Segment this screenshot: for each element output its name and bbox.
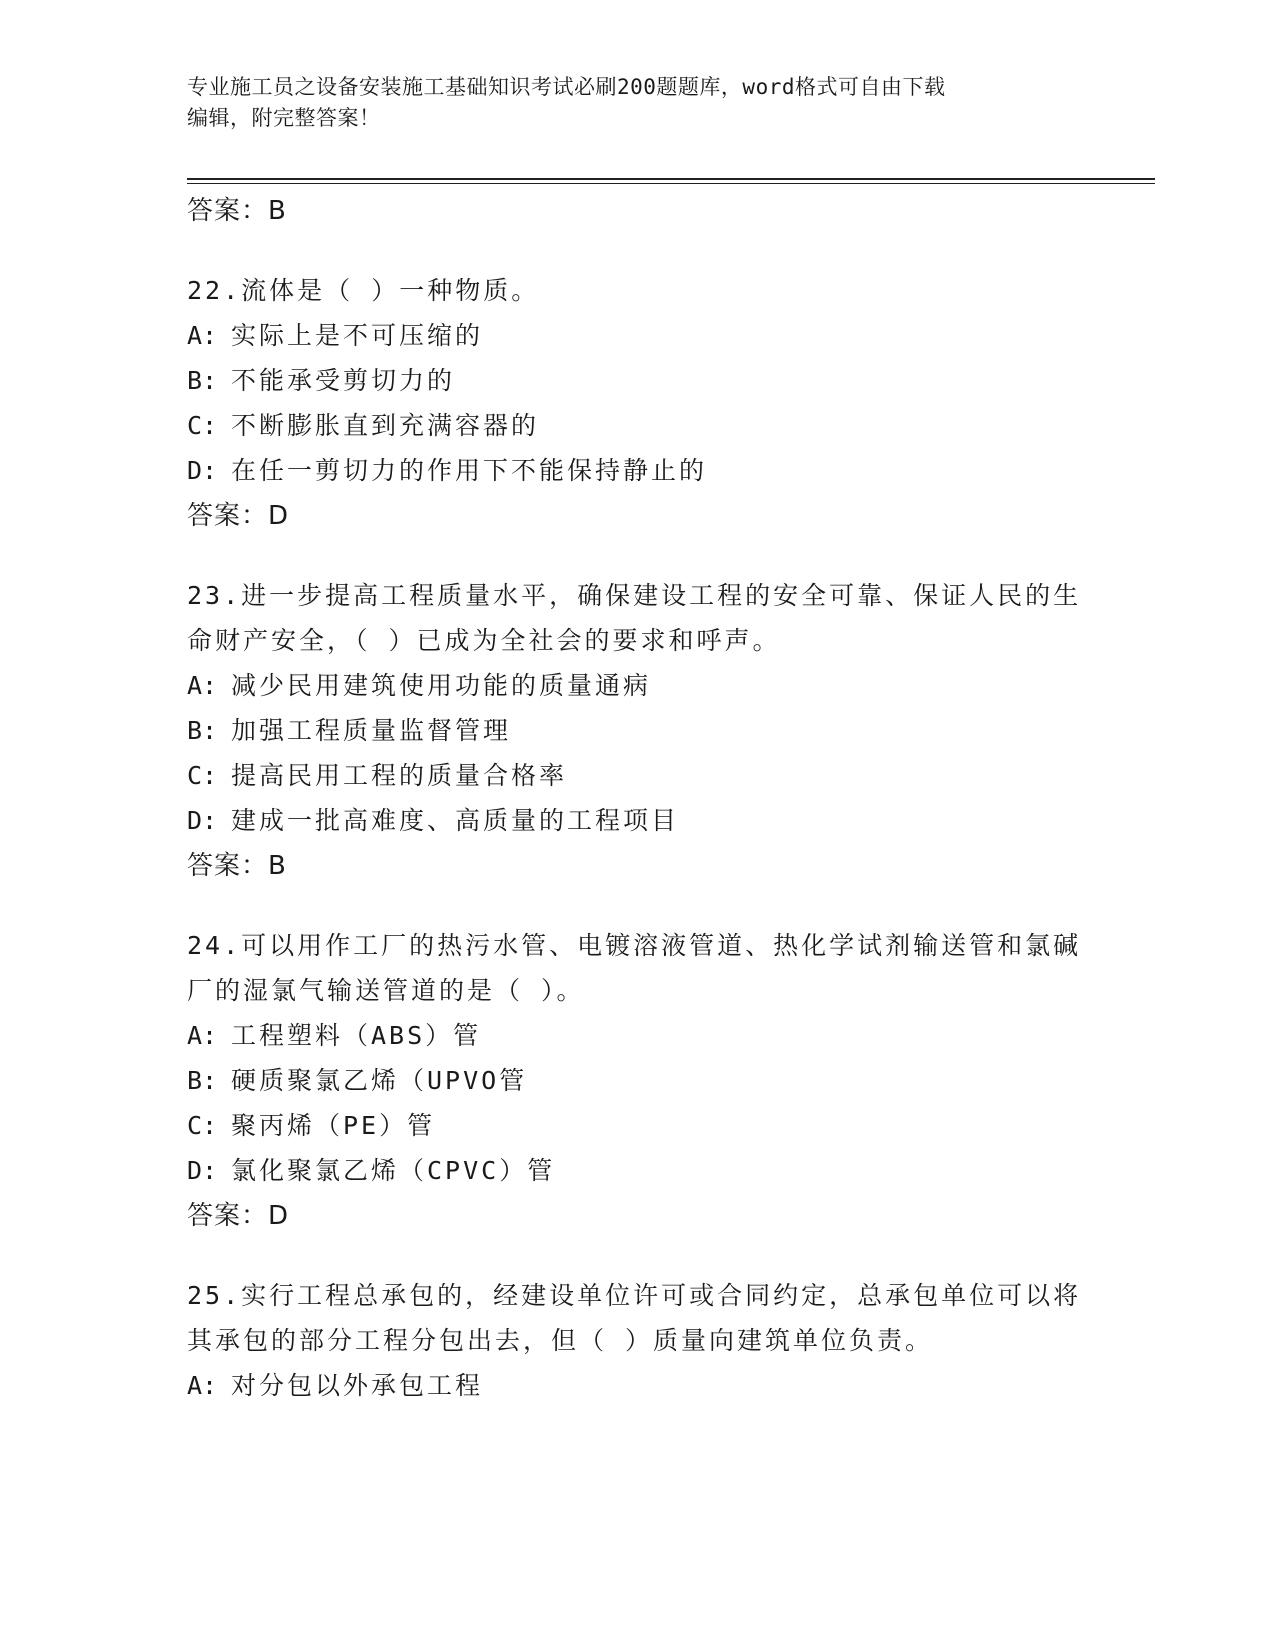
option-letter: D: <box>187 456 218 485</box>
answer-line: 答案：D <box>187 1201 290 1231</box>
document-header <box>187 72 1077 134</box>
option-letter: D: <box>187 806 218 835</box>
option-b <box>187 358 1087 403</box>
option-text: 在任一剪切力的作用下不能保持静止的 <box>231 456 708 485</box>
option-letter: C: <box>187 761 218 790</box>
option-text: 聚丙烯（PE）管 <box>231 1111 436 1140</box>
option-letter: B: <box>187 1066 218 1095</box>
answer-line: 答案：D <box>187 501 290 531</box>
option-b <box>187 708 1087 753</box>
answer-line: 答案：B <box>187 851 287 881</box>
header-rule-thick <box>187 178 1155 180</box>
option-letter: A: <box>187 1021 218 1050</box>
option-text: 氯化聚氯乙烯（CPVC）管 <box>231 1156 556 1185</box>
option-letter: A: <box>187 321 218 350</box>
option-letter: B: <box>187 716 218 745</box>
option-d <box>187 798 1087 843</box>
answer-line: 答案：B <box>187 196 287 226</box>
header-line-2: 编辑，附完整答案！ <box>187 106 381 130</box>
option-text: 硬质聚氯乙烯（UPVO管 <box>231 1066 528 1095</box>
option-letter: C: <box>187 411 218 440</box>
question-list <box>187 188 1087 1408</box>
option-b <box>187 1058 1087 1103</box>
option-text: 加强工程质量监督管理 <box>231 716 512 745</box>
option-c <box>187 1103 1087 1148</box>
option-text: 工程塑料（ABS）管 <box>231 1021 482 1050</box>
option-a <box>187 663 1087 708</box>
header-rule-thin <box>187 183 1155 184</box>
option-text: 不能承受剪切力的 <box>231 366 456 395</box>
question-stem: 24.可以用作工厂的热污水管、电镀溶液管道、热化学试剂输送管和氯碱厂的湿氯气输送管道的是（ ）。 <box>187 931 1082 1005</box>
option-d <box>187 448 1087 493</box>
option-d <box>187 1148 1087 1193</box>
question-stem: 22.流体是（ ）一种物质。 <box>187 276 540 305</box>
question-23 <box>187 573 1087 889</box>
option-letter: D: <box>187 1156 218 1185</box>
option-c <box>187 753 1087 798</box>
question-22 <box>187 268 1087 539</box>
question-25 <box>187 1273 1087 1408</box>
option-a <box>187 1013 1087 1058</box>
question-24 <box>187 923 1087 1239</box>
option-a <box>187 1363 1087 1408</box>
option-a <box>187 313 1087 358</box>
option-text: 实际上是不可压缩的 <box>231 321 484 350</box>
option-letter: C: <box>187 1111 218 1140</box>
question-stem: 23.进一步提高工程质量水平，确保建设工程的安全可靠、保证人民的生命财产安全，（ ）已成为全社会的要求和呼声。 <box>187 581 1082 655</box>
option-letter: B: <box>187 366 218 395</box>
option-text: 不断膨胀直到充满容器的 <box>231 411 540 440</box>
option-letter: A: <box>187 671 218 700</box>
option-letter: A: <box>187 1371 218 1400</box>
header-line-1: 专业施工员之设备安装施工基础知识考试必刷200题题库，word格式可自由下载 <box>187 75 946 99</box>
option-text: 提高民用工程的质量合格率 <box>231 761 568 790</box>
option-text: 对分包以外承包工程 <box>231 1371 484 1400</box>
option-text: 建成一批高难度、高质量的工程项目 <box>231 806 680 835</box>
option-c <box>187 403 1087 448</box>
question-stem: 25.实行工程总承包的，经建设单位许可或合同约定，总承包单位可以将其承包的部分工程分包出去，但（ ）质量向建筑单位负责。 <box>187 1281 1082 1355</box>
option-text: 减少民用建筑使用功能的质量通病 <box>231 671 652 700</box>
